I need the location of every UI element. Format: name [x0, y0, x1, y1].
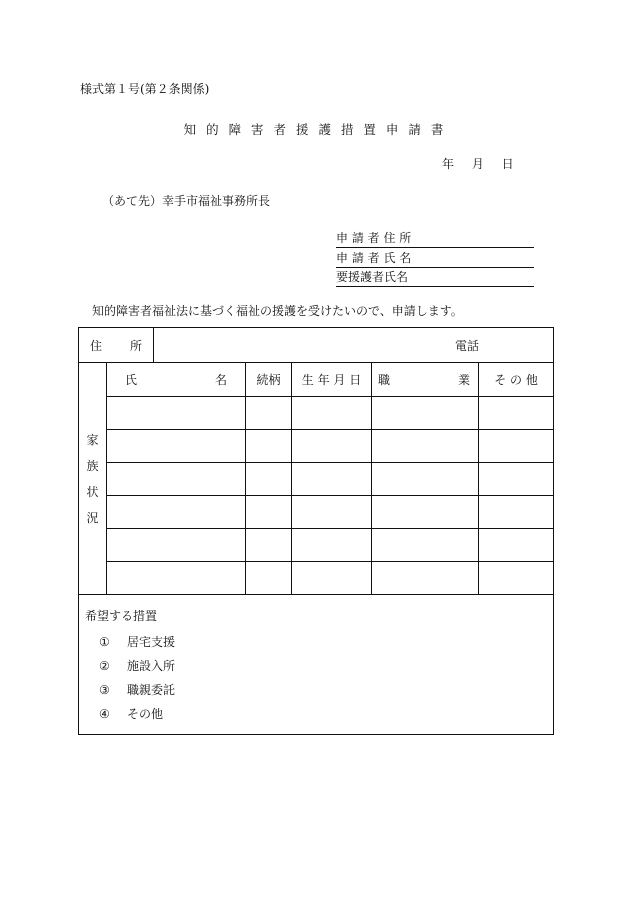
- family-label-char: 状: [86, 484, 99, 499]
- addressee: （あて先）幸手市福祉事務所長: [102, 194, 271, 208]
- measure-number: ②: [99, 659, 110, 673]
- cell-name[interactable]: [107, 430, 246, 463]
- applicant-address-field[interactable]: [336, 229, 534, 248]
- protected-person-name-field[interactable]: [336, 268, 534, 287]
- cell-occupation[interactable]: [372, 397, 479, 430]
- phone-label: 電話: [455, 338, 480, 353]
- address-label-2: 所: [130, 338, 143, 353]
- column-header-job-2: 業: [457, 373, 470, 387]
- cell-birthdate[interactable]: [292, 430, 372, 463]
- cell-occupation[interactable]: [372, 496, 479, 529]
- address-label-1: 住: [89, 338, 102, 353]
- cell-other[interactable]: [479, 430, 554, 463]
- table-row: [79, 496, 554, 529]
- cell-name[interactable]: [107, 562, 246, 595]
- cell-other[interactable]: [479, 463, 554, 496]
- family-label-char: 家: [86, 432, 99, 447]
- family-table: [78, 327, 554, 735]
- measure-label: 職親委託: [127, 683, 176, 697]
- family-status-label: [79, 363, 107, 595]
- column-header-name-2: 名: [214, 373, 227, 387]
- cell-other[interactable]: [479, 496, 554, 529]
- measure-item-home-support[interactable]: [99, 630, 553, 654]
- table-row: [79, 529, 554, 562]
- cell-birthdate[interactable]: [292, 496, 372, 529]
- cell-other[interactable]: [479, 397, 554, 430]
- column-header-name-1: 氏: [125, 373, 138, 387]
- cell-name[interactable]: [107, 397, 246, 430]
- cell-birthdate[interactable]: [292, 397, 372, 430]
- column-header-occupation: [372, 363, 479, 397]
- desired-measures-title: 希望する措置: [85, 609, 158, 623]
- applicant-name-label: 申 請 者 氏 名: [336, 251, 412, 265]
- table-row: [79, 463, 554, 496]
- applicant-address-label: 申 請 者 住 所: [336, 231, 412, 245]
- table-row: [79, 430, 554, 463]
- address-label-cell: [79, 328, 154, 363]
- applicant-name-field[interactable]: [336, 249, 534, 268]
- document-title: 知 的 障 害 者 援 護 措 置 申 請 書: [183, 122, 447, 137]
- cell-relation[interactable]: [246, 430, 292, 463]
- measure-item-facility-admission[interactable]: [99, 654, 553, 678]
- cell-relation[interactable]: [246, 496, 292, 529]
- cell-name[interactable]: [107, 463, 246, 496]
- measure-label: 施設入所: [127, 659, 176, 673]
- column-header-job-1: 職: [378, 373, 391, 387]
- protected-person-name-label: 要援護者氏名: [336, 270, 409, 284]
- desired-measures-section: [79, 595, 554, 735]
- cell-other[interactable]: [479, 529, 554, 562]
- cell-occupation[interactable]: [372, 430, 479, 463]
- column-header-name: [107, 363, 246, 397]
- form-number: 様式第１号(第２条関係): [80, 82, 210, 96]
- cell-relation[interactable]: [246, 463, 292, 496]
- measure-item-foster-employer[interactable]: [99, 678, 553, 702]
- cell-relation[interactable]: [246, 562, 292, 595]
- measure-number: ④: [99, 707, 110, 721]
- cell-other[interactable]: [479, 562, 554, 595]
- cell-name[interactable]: [107, 529, 246, 562]
- address-input-cell[interactable]: [154, 328, 554, 363]
- measure-label: その他: [127, 707, 164, 721]
- cell-occupation[interactable]: [372, 562, 479, 595]
- measure-item-other[interactable]: [99, 702, 553, 726]
- family-label-char: 況: [86, 510, 99, 525]
- table-row: [79, 397, 554, 430]
- table-row: [79, 562, 554, 595]
- measure-label: 居宅支援: [127, 635, 176, 649]
- cell-birthdate[interactable]: [292, 529, 372, 562]
- measure-number: ③: [99, 683, 110, 697]
- date-line: 年 月 日: [442, 157, 514, 171]
- cell-birthdate[interactable]: [292, 562, 372, 595]
- cell-relation[interactable]: [246, 397, 292, 430]
- application-statement: 知的障害者福祉法に基づく福祉の援護を受けたいので、申請します。: [92, 304, 463, 318]
- cell-name[interactable]: [107, 496, 246, 529]
- column-header-birthdate: 生 年 月 日: [292, 363, 372, 397]
- column-header-relation: 続柄: [246, 363, 292, 397]
- cell-birthdate[interactable]: [292, 463, 372, 496]
- column-header-other: そ の 他: [479, 363, 554, 397]
- cell-occupation[interactable]: [372, 529, 479, 562]
- cell-occupation[interactable]: [372, 463, 479, 496]
- family-label-char: 族: [86, 458, 99, 473]
- measure-number: ①: [99, 635, 110, 649]
- cell-relation[interactable]: [246, 529, 292, 562]
